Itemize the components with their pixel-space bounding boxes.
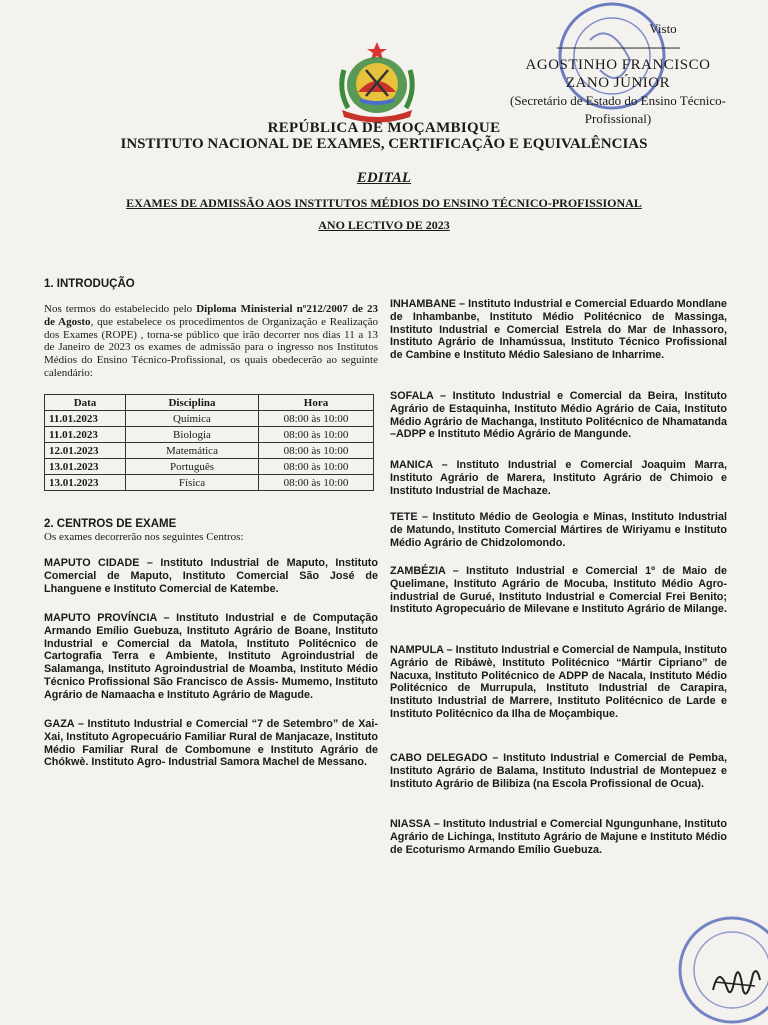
center-paragraph: NIASSA – Instituto Industrial e Comercial Ngungunhane, Instituto Agrário de Lichinga, Instituto Agrário de Majune e Instituto Médio de Ecoturismo Armando Emílio Guebuza.	[390, 818, 727, 856]
calendar-header-row	[45, 395, 374, 411]
center-paragraph: INHAMBANE – Instituto Industrial e Comercial Eduardo Mondlane de Inhambanbe, Instituto Médio Politécnico de Massinga, Instituto Industrial e Comercial Estrela do Mar de Inhassoro, Instituto Agrário de Inhamússua, Instituto Técnico Profissional de Cambine e Instituto Médio Salesiano de Inharrime.	[390, 298, 727, 362]
center-zambezia	[390, 565, 727, 616]
center-nampula	[390, 644, 727, 721]
calendar-table	[44, 394, 374, 491]
calendar-subject: Química	[126, 411, 259, 427]
header-institute: INSTITUTO NACIONAL DE EXAMES, CERTIFICAÇÃO E EQUIVALÊNCIAS	[120, 136, 648, 152]
calendar-subject: Português	[126, 459, 259, 475]
center-paragraph: MAPUTO PROVÍNCIA – Instituto Industrial e de Computação Armando Emílio Guebuza, Instituto Agrário de Boane, Instituto Industrial e Comercial da Matola, Instituto Politécnico de Cartografia Terra e Ambiente, Instituto Agroindustrial de Salamanga, Instituto Agroindustrial de Moamba, Instituto Médio Técnico Profissional São Francisco de Assis- Mumemo, Instituto Agrário de Namaacha e Instituto Agrário de Magude.	[44, 612, 378, 701]
exam-calendar	[44, 394, 374, 491]
center-paragraph: SOFALA – Instituto Industrial e Comercial da Beira, Instituto Agrário de Estaquinha, Instituto Médio Agrário de Caia, Instituto Médio Agrário de Machanga, Instituto Politécnico de Nhamatanda –ADPP e Instituto Médio Agrário de Mangunde.	[390, 390, 727, 441]
calendar-date: 13.01.2023	[45, 475, 126, 491]
center-inhambane	[390, 298, 727, 362]
calendar-time: 08:00 às 10:00	[259, 443, 374, 459]
calendar-date: 11.01.2023	[45, 427, 126, 443]
calendar-time: 08:00 às 10:00	[259, 475, 374, 491]
center-paragraph: CABO DELEGADO – Instituto Industrial e Comercial de Pemba, Instituto Agrário de Balama, Instituto Industrial de Montepuez e Instituto Agrário de Bilibiza (na Escola Profissional de Ocua).	[390, 752, 727, 790]
center-sofala	[390, 390, 727, 441]
calendar-subject: Matemática	[126, 443, 259, 459]
visto-label: Visto	[649, 21, 677, 36]
calendar-date: 12.01.2023	[45, 443, 126, 459]
center-gaza	[44, 718, 378, 769]
calendar-time: 08:00 às 10:00	[259, 427, 374, 443]
centers-intro	[44, 531, 378, 544]
table-row	[45, 411, 374, 427]
intro-text-start: Nos termos do estabelecido pelo	[44, 303, 197, 315]
calendar-col-subject: Disciplina	[126, 395, 259, 411]
calendar-subject: Física	[126, 475, 259, 491]
intro-heading: 1. INTRODUÇÃO	[44, 278, 135, 290]
center-paragraph: MAPUTO CIDADE – Instituto Industrial de Maputo, Instituto Comercial de Maputo, Instituto Comercial São José de Lhanguene e Instituto Comercial de Katembe.	[44, 557, 378, 595]
center-manica	[390, 459, 727, 497]
calendar-col-time: Hora	[259, 395, 374, 411]
academic-year: ANO LECTIVO DE 2023	[318, 218, 450, 232]
document-title: EDITAL	[356, 170, 412, 186]
table-row	[45, 443, 374, 459]
center-paragraph: MANICA – Instituto Industrial e Comercial Joaquim Marra, Instituto Agrário de Marera, Instituto Agrário de Chimoio e Instituto Industrial de Machaze.	[390, 459, 727, 497]
intro-text-bold: Diploma Ministerial nº212/2007 de 23 de Agosto	[44, 303, 378, 328]
calendar-subject: Biologia	[126, 427, 259, 443]
intro-text-end: , que estabelece os procedimentos de Organização e Realização dos Exames (ROPE) , torna-se público que irão decorrer nos dias 11 a 13 de Janeiro de 2023 os exames de admissão para o ingresso nos Institutos Médios do Ensino Técnico-Profissional, os quais obedecerão ao seguinte calendário:	[44, 315, 379, 379]
calendar-time: 08:00 às 10:00	[259, 459, 374, 475]
center-niassa	[390, 818, 727, 856]
table-row	[45, 475, 374, 491]
table-row	[45, 427, 374, 443]
center-paragraph: GAZA – Instituto Industrial e Comercial “7 de Setembro” de Xai-Xai, Instituto Agropecuário Familiar Rural de Manjacaze, Instituto Médio Familiar Rural de Combomune e Instituto Agrário de Chókwè. Instituto Agro- Industrial Samora Machel de Messano.	[44, 718, 378, 769]
visto-name: AGOSTINHO FRANCISCO ZANO JÚNIOR	[525, 57, 711, 91]
visto-block	[508, 20, 728, 128]
visto-title: (Secretário de Estado do Ensino Técnico-Profissional)	[510, 93, 726, 126]
center-tete	[390, 511, 727, 549]
center-paragraph: NAMPULA – Instituto Industrial e Comercial de Nampula, Instituto Agrário de Ribáwè, Instituto Politécnico “Mártir Cipriano” de Nacuxa, Instituto Politécnico de ADPP de Nacala, Instituto Médio Politécnico de Murrupula, Instituto Industrial de Carapira, Instituto Industrial de Marrere, Instituto Politécnico de Larde e Instituto Politécnico da Ilha de Moçambique.	[390, 644, 727, 720]
visto-signature-line: -------------------------------------	[556, 39, 680, 54]
center-cabo-delgado	[390, 752, 727, 790]
center-paragraph: TETE – Instituto Médio de Geologia e Minas, Instituto Industrial de Matundo, Instituto Comercial Mártires de Wiriyamu e Instituto Médio Agrário de Chidzolomondo.	[390, 511, 727, 549]
calendar-col-date: Data	[45, 395, 126, 411]
center-maputo-provincia	[44, 612, 378, 702]
table-row	[45, 459, 374, 475]
header-country: REPÚBLICA DE MOÇAMBIQUE	[267, 120, 501, 136]
mozambique-emblem-icon	[330, 40, 425, 125]
center-paragraph: ZAMBÉZIA – Instituto Industrial e Comercial 1º de Maio de Quelimane, Instituto Agrário de Mocuba, Instituto Médio Agro-industrial de Gurué, Instituto Industrial e Comercial Frei Benito; Instituto Agropecuário de Milevane e Instituto Agrário de Milange.	[390, 565, 727, 616]
calendar-date: 13.01.2023	[45, 459, 126, 475]
intro-paragraph	[44, 303, 378, 380]
center-maputo-cidade	[44, 557, 378, 595]
centers-heading: 2. CENTROS DE EXAME	[44, 518, 177, 530]
centers-intro-text: Os exames decorrerão nos seguintes Centros:	[44, 531, 244, 543]
signature-icon	[705, 960, 765, 1005]
calendar-time: 08:00 às 10:00	[259, 411, 374, 427]
document-subtitle: EXAMES DE ADMISSÃO AOS INSTITUTOS MÉDIOS DO ENSINO TÉCNICO-PROFISSIONAL	[126, 196, 642, 210]
calendar-date: 11.01.2023	[45, 411, 126, 427]
